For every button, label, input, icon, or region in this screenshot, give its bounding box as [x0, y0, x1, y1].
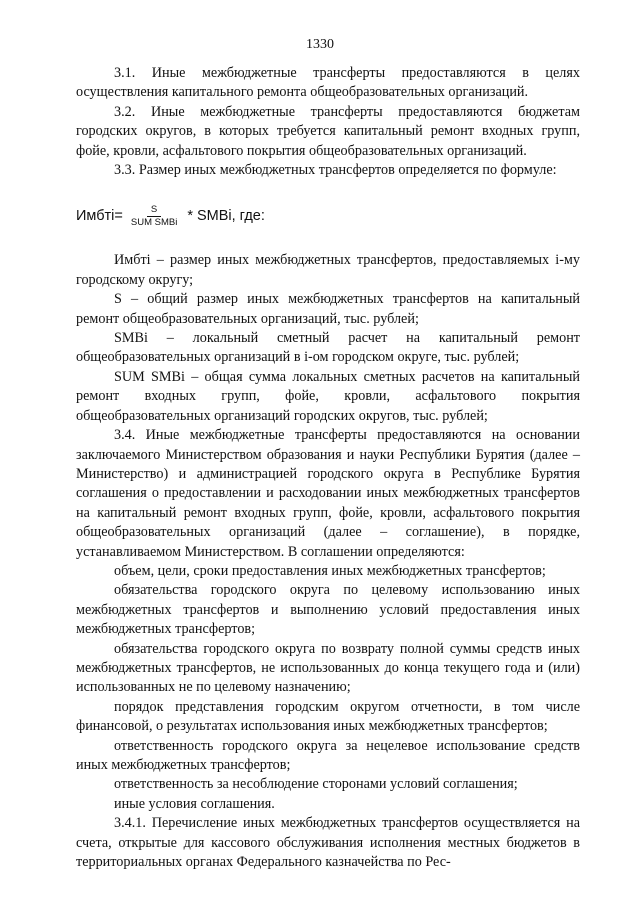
paragraph-3-3: 3.3. Размер иных межбюджетных трансфертов определяется по формуле: [114, 162, 557, 179]
formula [76, 204, 580, 229]
paragraph-3-1: 3.1. Иные межбюджетные трансферты предоставляются в целях осуществления капитального ремонта общеобразовательных организаций. [76, 65, 580, 101]
list-item: обязательства городского округа по целевому использованию иных межбюджетных трансфертов и выполнению условий предоставления иных межбюджетных трансфертов; [76, 582, 580, 638]
list-item: обязательства городского округа по возврату полной суммы средств иных межбюджетных трансфертов, не использованных до конца текущего года и (или) использованных не по целевому назначению; [76, 640, 580, 696]
paragraph-3-2: 3.2. Иные межбюджетные трансферты предоставляются бюджетам городских округов, в которых требуется капитальный ремонт входных групп, фойе, кровли, асфальтового покрытия общеобразовательных организаций. [76, 103, 580, 159]
document-body [76, 64, 580, 872]
formula-lhs: Имбтi= [76, 208, 123, 225]
formula-rhs: SMBi, где: [196, 208, 265, 225]
formula-fraction [127, 204, 181, 229]
definition-imbti: Имбтi – размер иных межбюджетных трансфертов, предоставляемых i-му городскому округу; [76, 252, 580, 288]
paragraph-3-4: 3.4. Иные межбюджетные трансферты предоставляются на основании заключаемого Министерством образования и науки Республики Бурятия (далее – Министерство) и администрацией городского округа в Республике Бурятия соглашения о предоставлении и расходовании иных межбюджетных трансфертов на капитальный ремонт входных групп, фойе, кровли, асфальтового покрытия общеобразовательных организаций (далее – соглашение), в порядке, устанавливаемом Министерством. В соглашении определяются: [76, 427, 580, 560]
list-item: иные условия соглашения. [114, 795, 275, 812]
page-number: 1330 [306, 37, 334, 52]
formula-denominator: SUM SMBi [130, 217, 178, 229]
list-item: ответственность за несоблюдение сторонами условий соглашения; [114, 776, 518, 793]
formula-operator: * [187, 208, 193, 225]
paragraph-3-4-1: 3.4.1. Перечисление иных межбюджетных трансфертов осуществляется на счета, открытые для кассового обслуживания исполнения местных бюджетов в территориальных органах Федерального казначейства по Рес- [76, 815, 580, 871]
list-item: объем, цели, сроки предоставления иных межбюджетных трансфертов; [114, 562, 546, 579]
definition-s: S – общий размер иных межбюджетных трансфертов на капитальный ремонт общеобразовательных организаций, тыс. рублей; [76, 291, 580, 327]
definition-sum-smbi: SUM SMBi – общая сумма локальных сметных расчетов на капитальный ремонт входных групп, фойе, кровли, асфальтового покрытия общеобразовательных организаций городских округов, тыс. рублей; [76, 368, 580, 424]
definition-smbi: SMBi – локальный сметный расчет на капитальный ремонт общеобразовательных организаций в i-ом городском округе, тыс. рублей; [76, 330, 580, 366]
list-item: порядок представления городским округом отчетности, в том числе финансовой, о результатах использования иных межбюджетных трансфертов; [76, 698, 580, 735]
list-item: ответственность городского округа за нецелевое использование средств иных межбюджетных трансфертов; [76, 737, 580, 773]
formula-numerator: S [147, 204, 161, 217]
